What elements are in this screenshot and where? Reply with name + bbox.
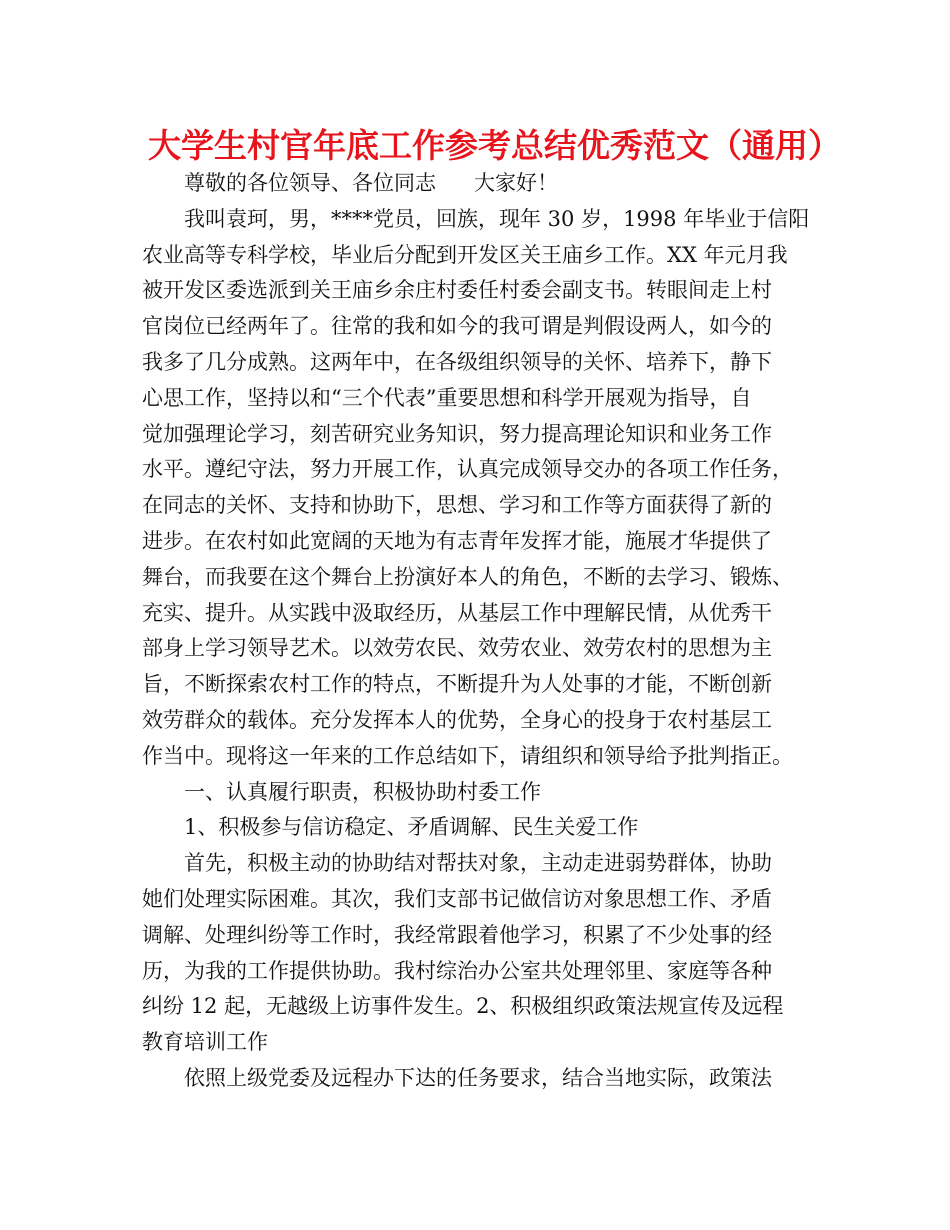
- paragraph-line: 官岗位已经两年了。往常的我和如今的我可谓是判假设两人，如今的: [142, 314, 772, 339]
- paragraph-line: 纠纷 12 起，无越级上访事件发生。2、积极组织政策法规宣传及远程: [142, 994, 784, 1019]
- section-heading: 一、认真履行职责，积极协助村委工作: [184, 779, 541, 804]
- paragraph-line: 进步。在农村如此宽阔的天地为有志青年发挥才能，施展才华提供了: [142, 528, 772, 553]
- paragraph-line: 历，为我的工作提供协助。我村综治办公室共处理邻里、家庭等各种: [142, 958, 772, 983]
- paragraph-line: 在同志的关怀、支持和协助下，思想、学习和工作等方面获得了新的: [142, 493, 772, 518]
- paragraph-line: 部身上学习领导艺术。以效劳农民、效劳农业、效劳农村的思想为主: [142, 636, 772, 661]
- salutation-text: 尊敬的各位领导、各位同志: [184, 171, 436, 195]
- document-title: 大学生村官年底工作参考总结优秀范文（通用）: [148, 126, 841, 165]
- paragraph-line: 旨，不断探索农村工作的特点，不断提升为人处事的才能，不断创新: [142, 672, 772, 697]
- paragraph-line: 心思工作，坚持以和“三个代表”重要思想和科学开展观为指导，自: [142, 385, 752, 410]
- subsection-heading: 1、积极参与信访稳定、矛盾调解、民生关爱工作: [184, 815, 639, 840]
- paragraph-line: 她们处理实际困难。其次，我们支部书记做信访对象思想工作、矛盾: [142, 886, 772, 911]
- paragraph-line: 教育培训工作: [142, 1030, 268, 1055]
- paragraph-line: 农业高等专科学校，毕业后分配到开发区关王庙乡工作。XX 年元月我: [142, 242, 788, 267]
- paragraph-line: 我多了几分成熟。这两年中，在各级组织领导的关怀、培养下，静下: [142, 349, 772, 374]
- paragraph-line: 充实、提升。从实践中汲取经历，从基层工作中理解民情，从优秀干: [142, 600, 772, 625]
- paragraph-line: 效劳群众的载体。充分发挥本人的优势，全身心的投身于农村基层工: [142, 707, 772, 732]
- paragraph-line: 依照上级党委及远程办下达的任务要求，结合当地实际，政策法: [184, 1065, 772, 1090]
- paragraph-line: 被开发区委选派到关王庙乡余庄村委任村委会副支书。转眼间走上村: [142, 278, 772, 303]
- paragraph-line: 舞台，而我要在这个舞台上扮演好本人的角色，不断的去学习、锻炼、: [142, 564, 793, 589]
- paragraph-line: 我叫袁珂，男，****党员，回族，现年 30 岁，1998 年毕业于信阳: [184, 206, 810, 231]
- paragraph-line: 首先，积极主动的协助结对帮扶对象，主动走进弱势群体，协助: [184, 851, 772, 876]
- paragraph-line: 作当中。现将这一年来的工作总结如下，请组织和领导给予批判指正。: [142, 743, 793, 768]
- document-body: [142, 166, 822, 1097]
- salutation-line: [142, 166, 822, 202]
- paragraph-line: 水平。遵纪守法，努力开展工作，认真完成领导交办的各项工作任务，: [142, 457, 793, 482]
- paragraph-line: 调解、处理纠纷等工作时，我经常跟着他学习，积累了不少处事的经: [142, 922, 772, 947]
- paragraph-line: 觉加强理论学习，刻苦研究业务知识，努力提高理论知识和业务工作: [142, 421, 772, 446]
- salutation-greeting: 大家好！: [474, 171, 558, 195]
